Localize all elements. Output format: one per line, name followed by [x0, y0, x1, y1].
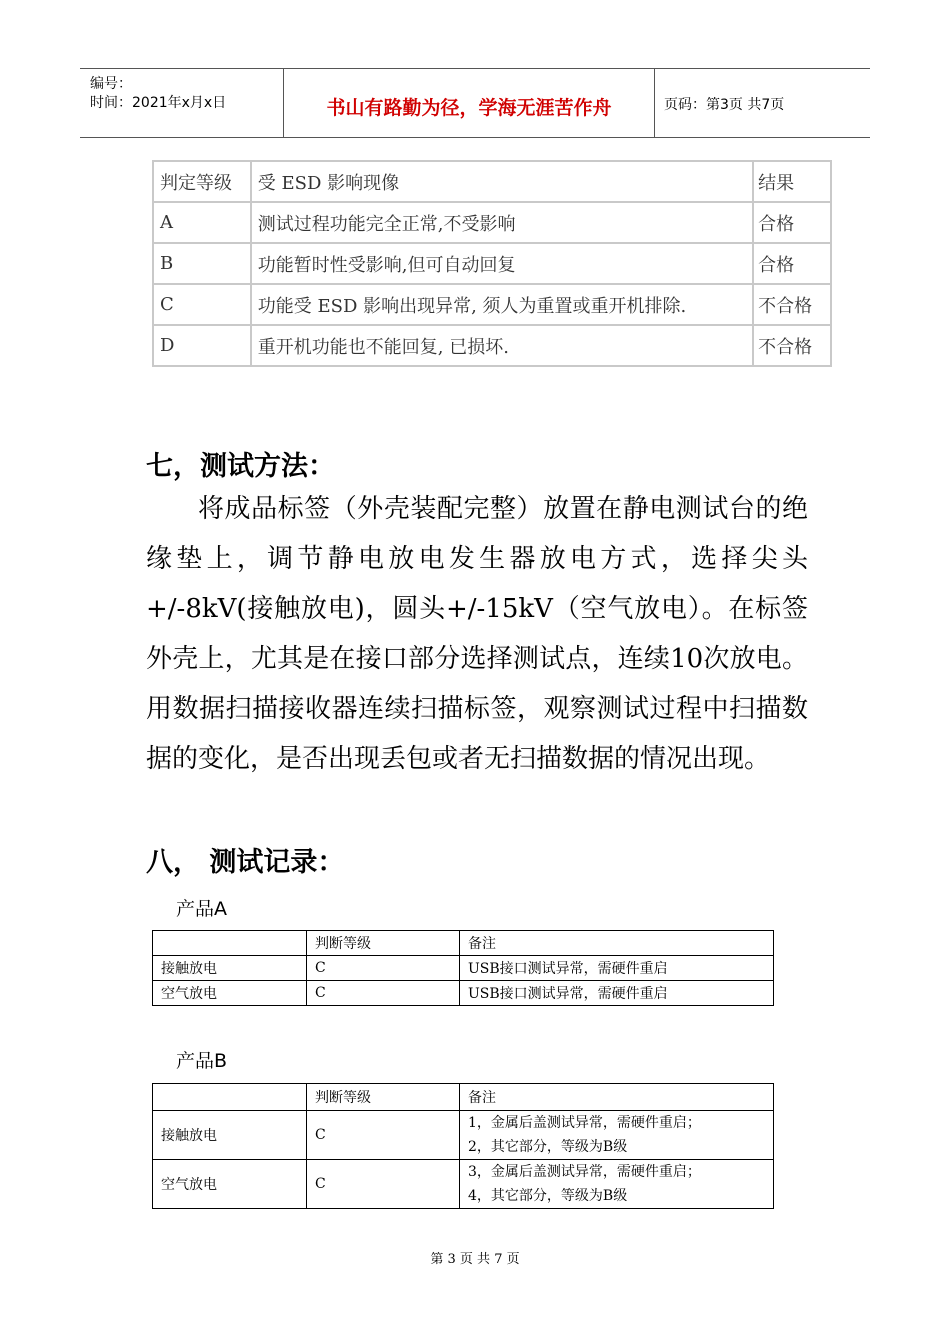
- table-header-row: [153, 931, 774, 956]
- table-header-cell: 备注: [460, 931, 774, 956]
- result-cell: 不合格: [753, 325, 831, 366]
- header-motto-cell: [283, 69, 655, 137]
- document-number-label: 编号：: [90, 76, 132, 92]
- note-line: 1，金属后盖测试异常，需硬件重启；: [468, 1115, 701, 1131]
- grade-cell: A: [153, 202, 251, 243]
- section-title-test-method: 七，测试方法：: [146, 451, 335, 482]
- notes-cell: [460, 1160, 774, 1209]
- table-header-cell: [153, 1084, 307, 1111]
- esd-grade-table: [152, 160, 832, 367]
- result-cell: 合格: [753, 202, 831, 243]
- table-row: [153, 284, 831, 325]
- result-cell: 合格: [753, 243, 831, 284]
- note-line: 3，金属后盖测试异常，需硬件重启；: [468, 1164, 701, 1180]
- table-header-cell: 受 ESD 影响现像: [251, 161, 753, 202]
- page-header: [80, 68, 870, 138]
- notes-cell: [460, 1111, 774, 1160]
- grade-cell: D: [153, 325, 251, 366]
- test-method-paragraph: 将成品标签（外壳装配完整）放置在静电测试台的绝缘垫上，调节静电放电发生器放电方式，选择尖头+/-8kV(接触放电)，圆头+/-15kV（空气放电）。在标签外壳上，尤其是在接口部分选择测试点，连续10次放电。用数据扫描接收器连续扫描标签，观察测试过程中扫描数据的变化，是否出现丢包或者无扫描数据的情况出现。: [146, 494, 808, 774]
- table-row: [153, 325, 831, 366]
- result-cell: 不合格: [753, 284, 831, 325]
- grade-cell: C: [307, 956, 460, 981]
- table-row: [153, 202, 831, 243]
- discharge-mode-cell: 空气放电: [153, 981, 307, 1006]
- table-row: [153, 1160, 774, 1209]
- note-line: 4，其它部分，等级为B级: [468, 1188, 628, 1204]
- document-time-label: 时间：2021年x月x日: [90, 95, 227, 111]
- table-header-row: [153, 1084, 774, 1111]
- table-header-cell: 结果: [753, 161, 831, 202]
- discharge-mode-cell: 接触放电: [153, 1111, 307, 1160]
- page-footer: 第 3 页 共 7 页: [430, 1252, 520, 1267]
- discharge-mode-cell: 接触放电: [153, 956, 307, 981]
- header-motto: 书山有路勤为径，学海无涯苦作舟: [326, 97, 612, 119]
- table-header-cell: 备注: [460, 1084, 774, 1111]
- table-header-cell: [153, 931, 307, 956]
- phenomenon-cell: 测试过程功能完全正常,不受影响: [251, 202, 753, 243]
- table-header-cell: 判断等级: [307, 931, 460, 956]
- table-header-cell: 判定等级: [153, 161, 251, 202]
- header-page-cell: [654, 69, 870, 137]
- header-page-number: 页码：第3页 共7页: [664, 97, 785, 113]
- notes-cell: USB接口测试异常，需硬件重启: [460, 981, 774, 1006]
- note-line: 2，其它部分，等级为B级: [468, 1139, 628, 1155]
- header-info-cell: [80, 69, 283, 137]
- section-title-test-record: 八， 测试记录：: [146, 847, 345, 878]
- product-a-label: 产品A: [176, 898, 227, 920]
- table-row: [153, 243, 831, 284]
- grade-cell: C: [307, 981, 460, 1006]
- product-a-table: [152, 930, 774, 1006]
- product-b-label: 产品B: [176, 1050, 228, 1072]
- phenomenon-cell: 重开机功能也不能回复, 已损坏.: [251, 325, 753, 366]
- table-row: [153, 981, 774, 1006]
- phenomenon-cell: 功能暂时性受影响,但可自动回复: [251, 243, 753, 284]
- grade-cell: B: [153, 243, 251, 284]
- grade-cell: C: [153, 284, 251, 325]
- discharge-mode-cell: 空气放电: [153, 1160, 307, 1209]
- product-b-table: [152, 1083, 774, 1209]
- table-header-row: [153, 161, 831, 202]
- notes-cell: USB接口测试异常，需硬件重启: [460, 956, 774, 981]
- table-row: [153, 1111, 774, 1160]
- phenomenon-cell: 功能受 ESD 影响出现异常, 须人为重置或重开机排除.: [251, 284, 753, 325]
- table-row: [153, 956, 774, 981]
- table-header-cell: 判断等级: [307, 1084, 460, 1111]
- grade-cell: C: [307, 1160, 460, 1209]
- grade-cell: C: [307, 1111, 460, 1160]
